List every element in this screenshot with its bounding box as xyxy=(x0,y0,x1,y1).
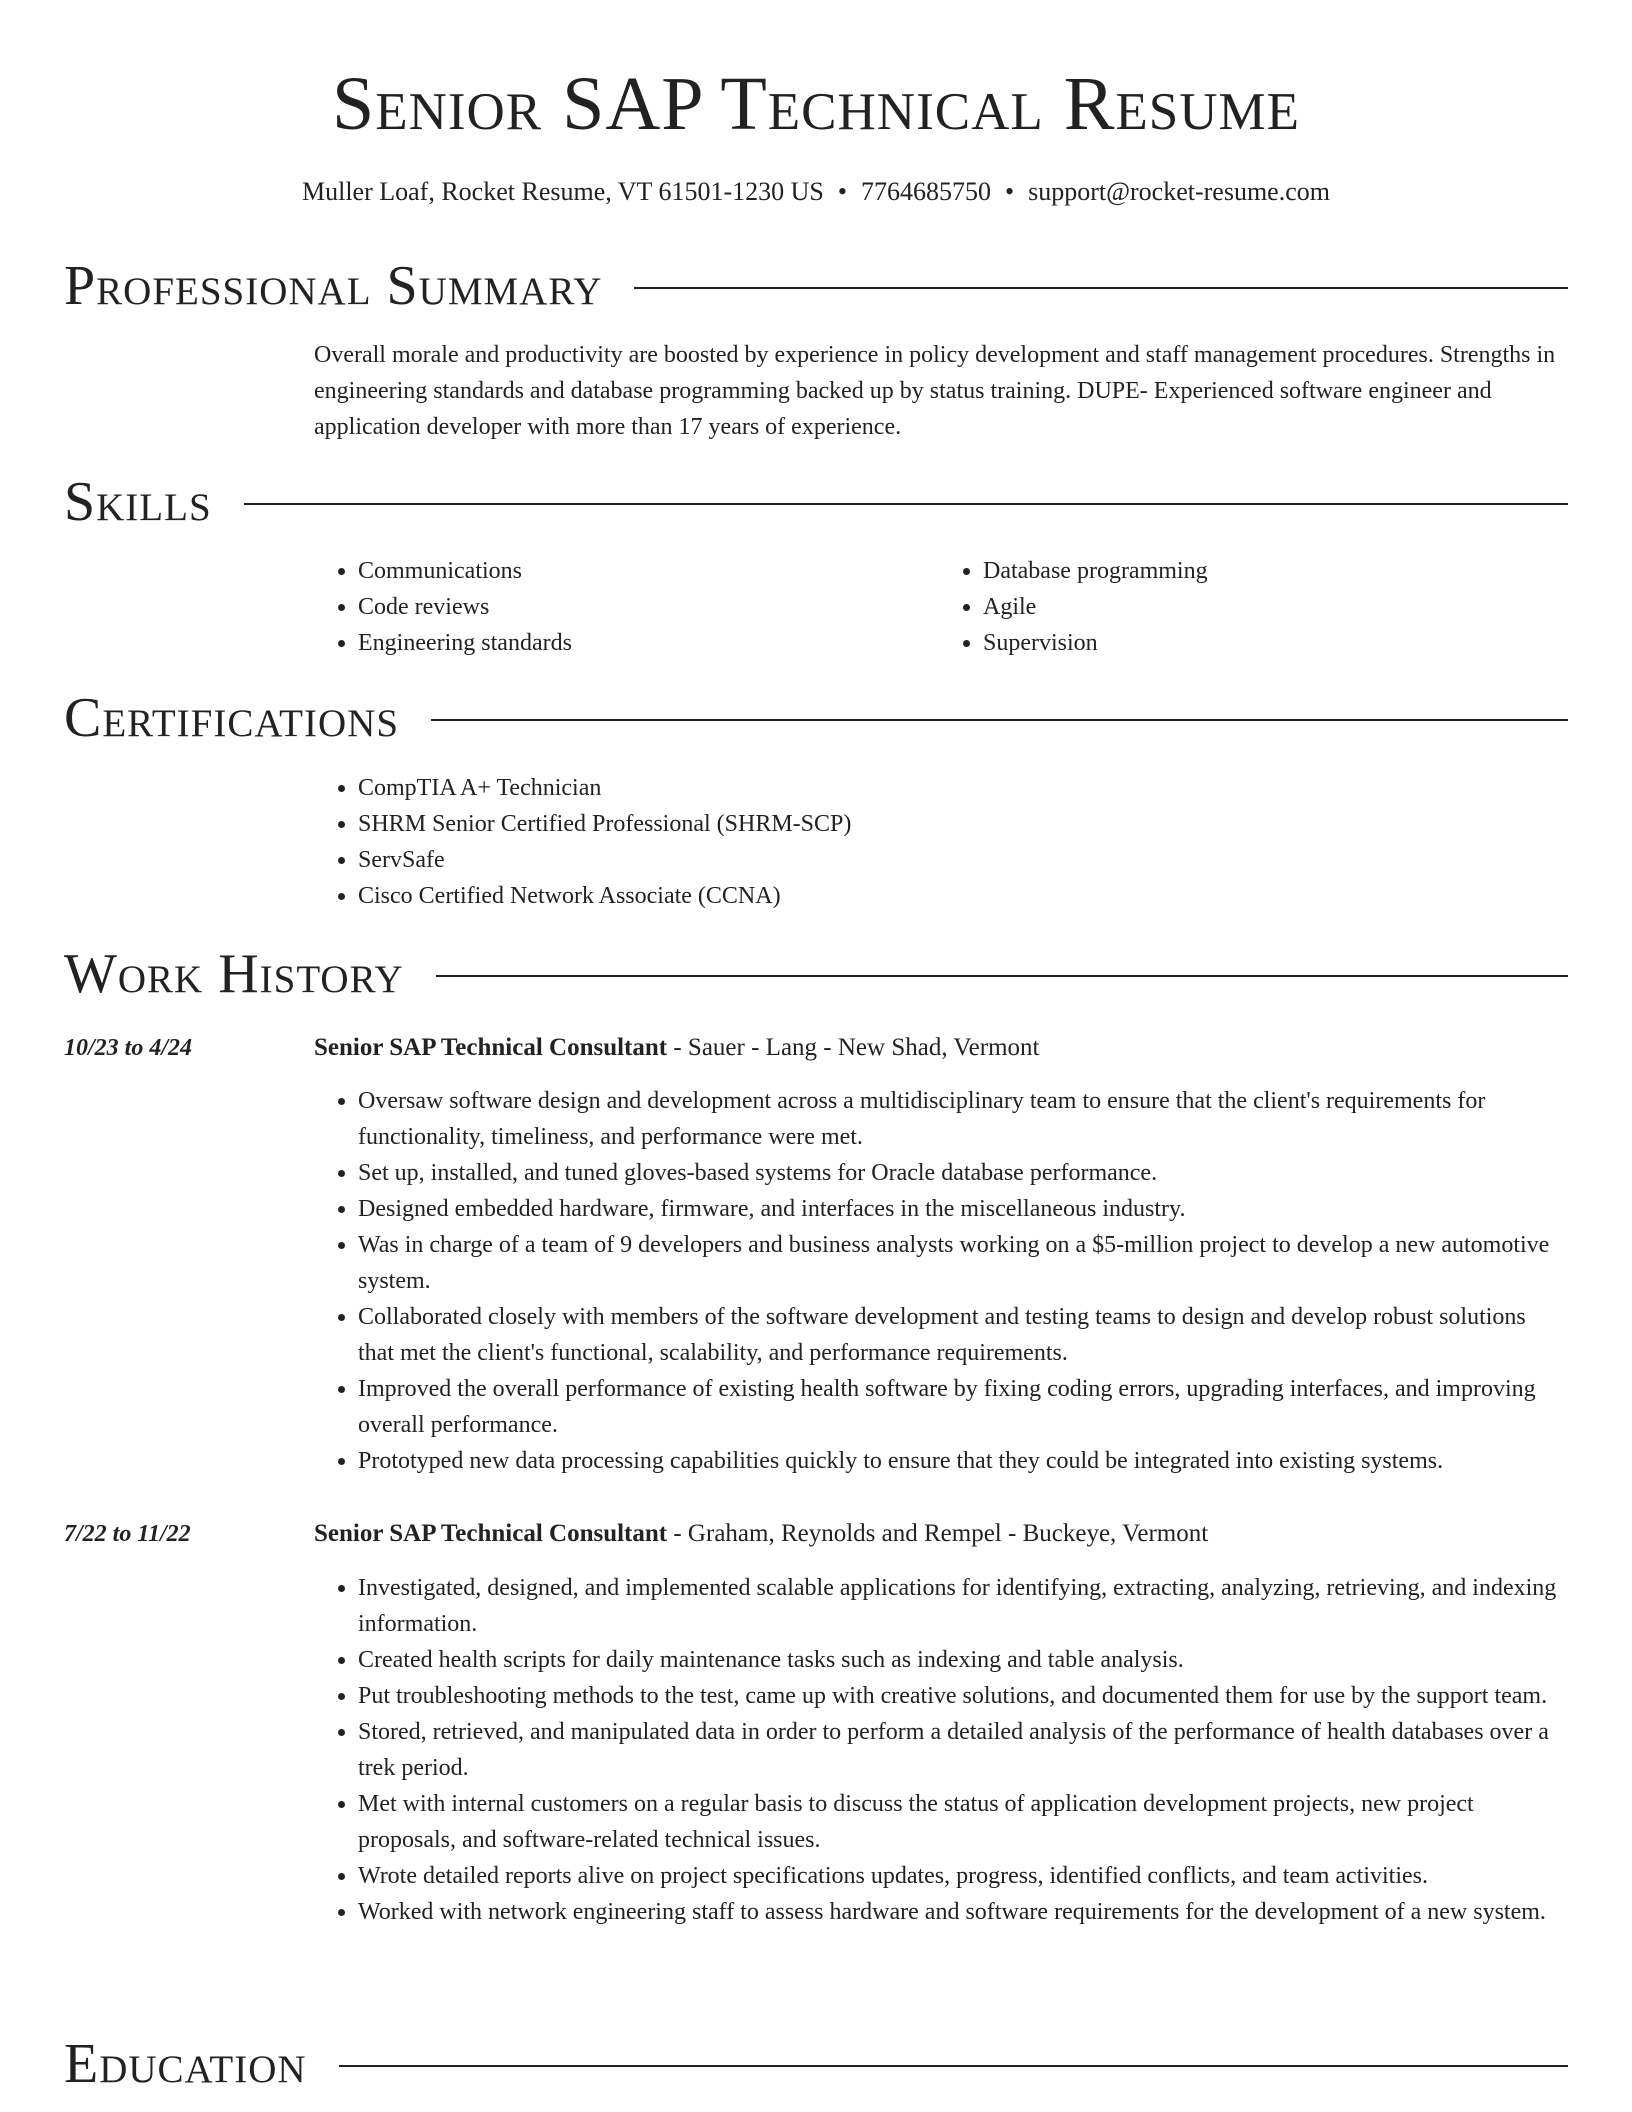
job-duty-item: • Collaborated closely with members of the software development and testing teams to design and develop robust solutions that met the client's functional, scalability, and performance requirements. xyxy=(358,1299,1564,1371)
job-duty-item: • Prototyped new data processing capabilities quickly to ensure that they could be integrated into existing systems. xyxy=(358,1443,1564,1479)
section-header-education xyxy=(64,2032,1568,2096)
summary-text: Overall morale and productivity are boosted by experience in policy development and staff management procedures. Strengths in engineering standards and database programming backed up by status training. DUPE- Experienced software engineer and application developer with more than 17 years of experience. xyxy=(314,342,1556,440)
contact-line xyxy=(0,176,1632,208)
section-header-work-history xyxy=(64,942,1568,1006)
section-header-skills xyxy=(64,470,1568,534)
section-title-work-history: Work History xyxy=(64,943,404,1005)
job-duty-item: • Improved the overall performance of existing health software by fixing coding errors, upgrading interfaces, and improving overall performance. xyxy=(358,1371,1564,1443)
section-divider xyxy=(436,975,1568,977)
contact-email: support@rocket-resume.com xyxy=(1028,177,1330,206)
section-divider xyxy=(431,719,1568,721)
section-divider xyxy=(634,287,1568,289)
job-duty-item: • Met with internal customers on a regular basis to discuss the status of application development projects, new project proposals, and software-related technical issues. xyxy=(358,1786,1564,1858)
job-heading xyxy=(314,1516,1564,1552)
section-title-education: Education xyxy=(64,2033,307,2095)
skill-item: • Engineering standards xyxy=(358,625,939,661)
skill-item: • Supervision xyxy=(983,625,1564,661)
certification-item: • Cisco Certified Network Associate (CCNA) xyxy=(358,878,1564,914)
section-title-summary: Professional Summary xyxy=(64,255,603,317)
section-divider xyxy=(339,2065,1568,2067)
job-duties xyxy=(314,1570,1564,1930)
job-role: Senior SAP Technical Consultant xyxy=(314,1520,668,1547)
job-duty-item: • Worked with network engineering staff to assess hardware and software requirements for the development of a new system. xyxy=(358,1894,1564,1930)
job-duty-item: • Put troubleshooting methods to the test, came up with creative solutions, and documented them for use by the support team. xyxy=(358,1678,1564,1714)
job-duty-item: • Oversaw software design and development across a multidisciplinary team to ensure that the client's requirements for functionality, timeliness, and performance were met. xyxy=(358,1083,1564,1155)
skill-item: • Communications xyxy=(358,553,939,589)
section-title-certifications: Certifications xyxy=(64,687,400,749)
contact-separator: • xyxy=(837,177,847,206)
job-company: - Graham, Reynolds and Rempel - Buckeye, Vermont xyxy=(667,1520,1209,1547)
certification-item: • SHRM Senior Certified Professional (SHRM-SCP) xyxy=(358,806,1564,842)
job-duty-item: • Wrote detailed reports alive on project specifications updates, progress, identified conflicts, and team activities. xyxy=(358,1858,1564,1894)
section-header-summary xyxy=(64,254,1568,318)
job-duty-item: • Created health scripts for daily maintenance tasks such as indexing and table analysis. xyxy=(358,1642,1564,1678)
section-header-certifications xyxy=(64,686,1568,750)
job-role: Senior SAP Technical Consultant xyxy=(314,1034,668,1061)
certification-item: • ServSafe xyxy=(358,842,1564,878)
job-duty-item: • Stored, retrieved, and manipulated data in order to perform a detailed analysis of the performance of health databases over a trek period. xyxy=(358,1714,1564,1786)
job-dates: 7/22 to 11/22 xyxy=(64,1521,191,1547)
contact-separator: • xyxy=(1004,177,1015,206)
section-title-skills: Skills xyxy=(64,471,212,533)
skills-column-left xyxy=(314,553,939,661)
skills-list xyxy=(314,553,1564,661)
skills-column-right xyxy=(939,553,1564,661)
certification-item: • CompTIA A+ Technician xyxy=(358,770,1564,806)
job-dates: 10/23 to 4/24 xyxy=(64,1035,193,1061)
job-duty-item: • Investigated, designed, and implemented scalable applications for identifying, extracting, analyzing, retrieving, and indexing information. xyxy=(358,1570,1564,1642)
job-company: - Sauer - Lang - New Shad, Vermont xyxy=(667,1034,1040,1061)
section-divider xyxy=(244,503,1568,505)
job-duty-item: • Designed embedded hardware, firmware, and interfaces in the miscellaneous industry. xyxy=(358,1191,1564,1227)
contact-phone: 7764685750 xyxy=(860,177,991,206)
job-duty-item: • Set up, installed, and tuned gloves-based systems for Oracle database performance. xyxy=(358,1155,1564,1191)
certifications-list xyxy=(314,770,1564,914)
job-heading xyxy=(314,1030,1564,1066)
job-duty-item: • Was in charge of a team of 9 developers and business analysts working on a $5-million project to develop a new automotive system. xyxy=(358,1227,1564,1299)
contact-address: Muller Loaf, Rocket Resume, VT 61501-1230 US xyxy=(301,177,824,206)
skill-item: • Code reviews xyxy=(358,589,939,625)
skill-item: • Database programming xyxy=(983,553,1564,589)
skill-item: • Agile xyxy=(983,589,1564,625)
resume-title: Senior SAP Technical Resume xyxy=(331,62,1301,146)
job-duties xyxy=(314,1083,1564,1479)
